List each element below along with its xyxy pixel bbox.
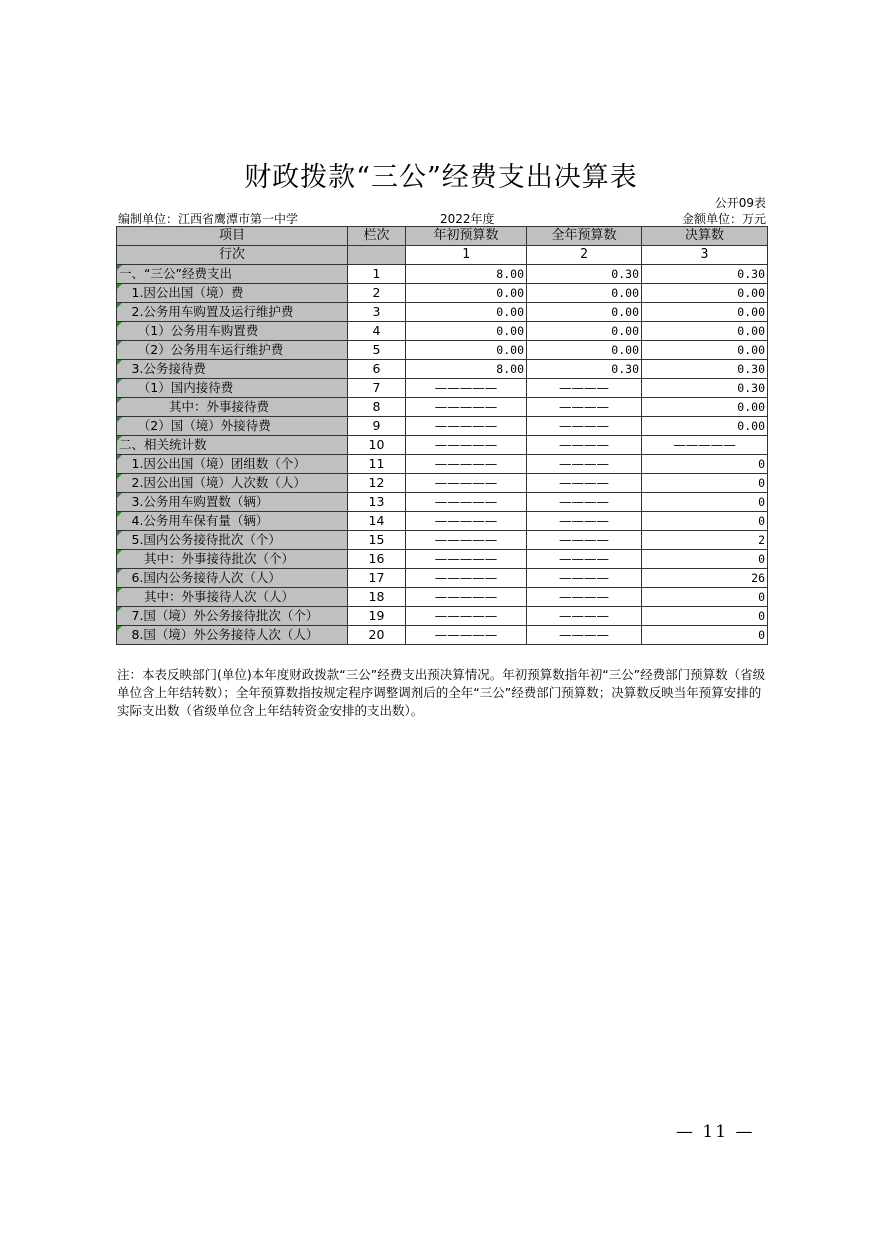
comment-marker-icon bbox=[117, 512, 122, 517]
cell-item: 1.因公出国（境）团组数（个） bbox=[117, 455, 348, 474]
index-c3: 3 bbox=[642, 246, 768, 265]
cell-no: 6 bbox=[348, 360, 406, 379]
table-row bbox=[117, 265, 768, 284]
table-row bbox=[117, 588, 768, 607]
comment-marker-icon bbox=[117, 322, 122, 327]
cell-v1: ————— bbox=[406, 531, 527, 550]
cell-item: 2.公务用车购置及运行维护费 bbox=[117, 303, 348, 322]
comment-marker-icon bbox=[117, 436, 122, 441]
cell-v2: ———— bbox=[527, 493, 642, 512]
cell-v2: 0.00 bbox=[527, 303, 642, 322]
cell-v2: ———— bbox=[527, 436, 642, 455]
cell-v3: 0.00 bbox=[642, 417, 768, 436]
cell-v3: 2 bbox=[642, 531, 768, 550]
header-budget-full: 全年预算数 bbox=[527, 227, 642, 246]
cell-v1: ————— bbox=[406, 569, 527, 588]
cell-v3: 0.30 bbox=[642, 379, 768, 398]
cell-v3: 0.00 bbox=[642, 322, 768, 341]
cell-v3: 0.00 bbox=[642, 341, 768, 360]
cell-v3: 0.00 bbox=[642, 398, 768, 417]
cell-v2: ———— bbox=[527, 455, 642, 474]
cell-v2: ———— bbox=[527, 417, 642, 436]
cell-item: （1）国内接待费 bbox=[117, 379, 348, 398]
cell-v3: 0 bbox=[642, 455, 768, 474]
cell-v1: 8.00 bbox=[406, 265, 527, 284]
table-row bbox=[117, 550, 768, 569]
cell-item: 3.公务用车购置数（辆） bbox=[117, 493, 348, 512]
table-row bbox=[117, 626, 768, 645]
cell-no: 13 bbox=[348, 493, 406, 512]
cell-v1: ————— bbox=[406, 550, 527, 569]
cell-v1: ————— bbox=[406, 417, 527, 436]
cell-no: 20 bbox=[348, 626, 406, 645]
cell-v3: 0 bbox=[642, 474, 768, 493]
row-label: 行次 bbox=[117, 246, 348, 265]
table-row bbox=[117, 303, 768, 322]
cell-v1: ————— bbox=[406, 493, 527, 512]
table-row bbox=[117, 607, 768, 626]
page-number: — 11 — bbox=[676, 1122, 755, 1142]
index-blank bbox=[348, 246, 406, 265]
cell-v2: ———— bbox=[527, 474, 642, 493]
cell-no: 4 bbox=[348, 322, 406, 341]
table-row bbox=[117, 322, 768, 341]
comment-marker-icon bbox=[117, 493, 122, 498]
index-c1: 1 bbox=[406, 246, 527, 265]
cell-no: 5 bbox=[348, 341, 406, 360]
cell-v3: 0 bbox=[642, 607, 768, 626]
cell-v2: ———— bbox=[527, 626, 642, 645]
table-row bbox=[117, 493, 768, 512]
cell-no: 2 bbox=[348, 284, 406, 303]
cell-v1: 0.00 bbox=[406, 341, 527, 360]
cell-v2: ———— bbox=[527, 607, 642, 626]
comment-marker-icon bbox=[117, 607, 122, 612]
comment-marker-icon bbox=[117, 531, 122, 536]
cell-no: 16 bbox=[348, 550, 406, 569]
cell-v1: ————— bbox=[406, 512, 527, 531]
cell-v3: 0.30 bbox=[642, 360, 768, 379]
comment-marker-icon bbox=[117, 265, 122, 270]
amount-unit: 金额单位：万元 bbox=[681, 212, 766, 226]
cell-item: （2）国（境）外接待费 bbox=[117, 417, 348, 436]
expense-table bbox=[116, 226, 768, 645]
cell-v1: 8.00 bbox=[406, 360, 527, 379]
cell-v3: 0.00 bbox=[642, 284, 768, 303]
table-row bbox=[117, 360, 768, 379]
cell-no: 17 bbox=[348, 569, 406, 588]
table-row bbox=[117, 417, 768, 436]
cell-v2: 0.00 bbox=[527, 341, 642, 360]
cell-item: 5.国内公务接待批次（个） bbox=[117, 531, 348, 550]
cell-v1: ————— bbox=[406, 455, 527, 474]
table-row bbox=[117, 455, 768, 474]
index-c2: 2 bbox=[527, 246, 642, 265]
form-code: 公开09表 bbox=[714, 196, 766, 210]
cell-no: 19 bbox=[348, 607, 406, 626]
comment-marker-icon bbox=[117, 360, 122, 365]
cell-v2: 0.00 bbox=[527, 284, 642, 303]
cell-no: 10 bbox=[348, 436, 406, 455]
header-final: 决算数 bbox=[642, 227, 768, 246]
cell-v2: 0.30 bbox=[527, 360, 642, 379]
page-title: 财政拨款“三公”经费支出决算表 bbox=[244, 162, 638, 193]
header-budget-begin: 年初预算数 bbox=[406, 227, 527, 246]
cell-item: （2）公务用车运行维护费 bbox=[117, 341, 348, 360]
cell-v3: ————— bbox=[642, 436, 768, 455]
table-row bbox=[117, 398, 768, 417]
comment-marker-icon bbox=[117, 341, 122, 346]
cell-v1: ————— bbox=[406, 436, 527, 455]
cell-v3: 0 bbox=[642, 588, 768, 607]
cell-v1: ————— bbox=[406, 379, 527, 398]
table-row bbox=[117, 436, 768, 455]
cell-item: 7.国（境）外公务接待批次（个） bbox=[117, 607, 348, 626]
comment-marker-icon bbox=[117, 284, 122, 289]
cell-v3: 0 bbox=[642, 626, 768, 645]
header-row bbox=[117, 227, 768, 246]
table-row bbox=[117, 569, 768, 588]
comment-marker-icon bbox=[117, 550, 122, 555]
cell-no: 7 bbox=[348, 379, 406, 398]
cell-item: 其中：外事接待批次（个） bbox=[117, 550, 348, 569]
cell-v3: 0 bbox=[642, 550, 768, 569]
cell-no: 1 bbox=[348, 265, 406, 284]
cell-item: 6.国内公务接待人次（人） bbox=[117, 569, 348, 588]
cell-item: 2.因公出国（境）人次数（人） bbox=[117, 474, 348, 493]
cell-no: 12 bbox=[348, 474, 406, 493]
cell-item: 其中：外事接待人次（人） bbox=[117, 588, 348, 607]
cell-v1: ————— bbox=[406, 398, 527, 417]
cell-item: 二、相关统计数 bbox=[117, 436, 348, 455]
cell-v2: ———— bbox=[527, 512, 642, 531]
cell-v2: ———— bbox=[527, 379, 642, 398]
cell-v1: ————— bbox=[406, 626, 527, 645]
unit-label: 编制单位：江西省鹰潭市第一中学 bbox=[118, 212, 299, 226]
cell-v2: ———— bbox=[527, 550, 642, 569]
cell-v1: 0.00 bbox=[406, 322, 527, 341]
cell-no: 9 bbox=[348, 417, 406, 436]
table-row bbox=[117, 512, 768, 531]
header-item: 项目 bbox=[117, 227, 348, 246]
cell-v2: ———— bbox=[527, 531, 642, 550]
cell-no: 8 bbox=[348, 398, 406, 417]
cell-v2: 0.00 bbox=[527, 322, 642, 341]
cell-v1: ————— bbox=[406, 588, 527, 607]
header-col-no: 栏次 bbox=[348, 227, 406, 246]
cell-v1: 0.00 bbox=[406, 284, 527, 303]
cell-no: 11 bbox=[348, 455, 406, 474]
cell-v3: 0.00 bbox=[642, 303, 768, 322]
cell-v1: 0.00 bbox=[406, 303, 527, 322]
cell-no: 18 bbox=[348, 588, 406, 607]
comment-marker-icon bbox=[117, 303, 122, 308]
table-row bbox=[117, 284, 768, 303]
cell-item: 一、“三公”经费支出 bbox=[117, 265, 348, 284]
comment-marker-icon bbox=[117, 379, 122, 384]
comment-marker-icon bbox=[117, 588, 122, 593]
cell-v2: ———— bbox=[527, 569, 642, 588]
table-row bbox=[117, 379, 768, 398]
cell-item: 其中：外事接待费 bbox=[117, 398, 348, 417]
cell-item: 4.公务用车保有量（辆） bbox=[117, 512, 348, 531]
cell-v2: 0.30 bbox=[527, 265, 642, 284]
cell-v3: 26 bbox=[642, 569, 768, 588]
comment-marker-icon bbox=[117, 398, 122, 403]
cell-v2: ———— bbox=[527, 398, 642, 417]
cell-item: （1）公务用车购置费 bbox=[117, 322, 348, 341]
cell-no: 3 bbox=[348, 303, 406, 322]
cell-v3: 0 bbox=[642, 493, 768, 512]
cell-v2: ———— bbox=[527, 588, 642, 607]
cell-item: 1.因公出国（境）费 bbox=[117, 284, 348, 303]
cell-no: 14 bbox=[348, 512, 406, 531]
cell-v3: 0 bbox=[642, 512, 768, 531]
cell-item: 8.国（境）外公务接待人次（人） bbox=[117, 626, 348, 645]
comment-marker-icon bbox=[117, 455, 122, 460]
table-row bbox=[117, 341, 768, 360]
table-row bbox=[117, 474, 768, 493]
cell-no: 15 bbox=[348, 531, 406, 550]
year-label: 2022年度 bbox=[440, 212, 495, 226]
cell-v1: ————— bbox=[406, 474, 527, 493]
comment-marker-icon bbox=[117, 474, 122, 479]
footnote: 注：本表反映部门(单位)本年度财政拨款“三公”经费支出预决算情况。年初预算数指年初“三公”经费部门预算数（省级单位含上年结转数）；全年预算数指按规定程序调整调剂后的全年“三公”经费部门预算数；决算数反映当年预算安排的实际支出数（省级单位含上年结转资金安排的支出数）。 bbox=[117, 667, 766, 718]
cell-item: 3.公务接待费 bbox=[117, 360, 348, 379]
index-row bbox=[117, 246, 768, 265]
comment-marker-icon bbox=[117, 569, 122, 574]
comment-marker-icon bbox=[117, 417, 122, 422]
table-body bbox=[117, 265, 768, 645]
cell-v1: ————— bbox=[406, 607, 527, 626]
table-row bbox=[117, 531, 768, 550]
comment-marker-icon bbox=[117, 626, 122, 631]
cell-v3: 0.30 bbox=[642, 265, 768, 284]
